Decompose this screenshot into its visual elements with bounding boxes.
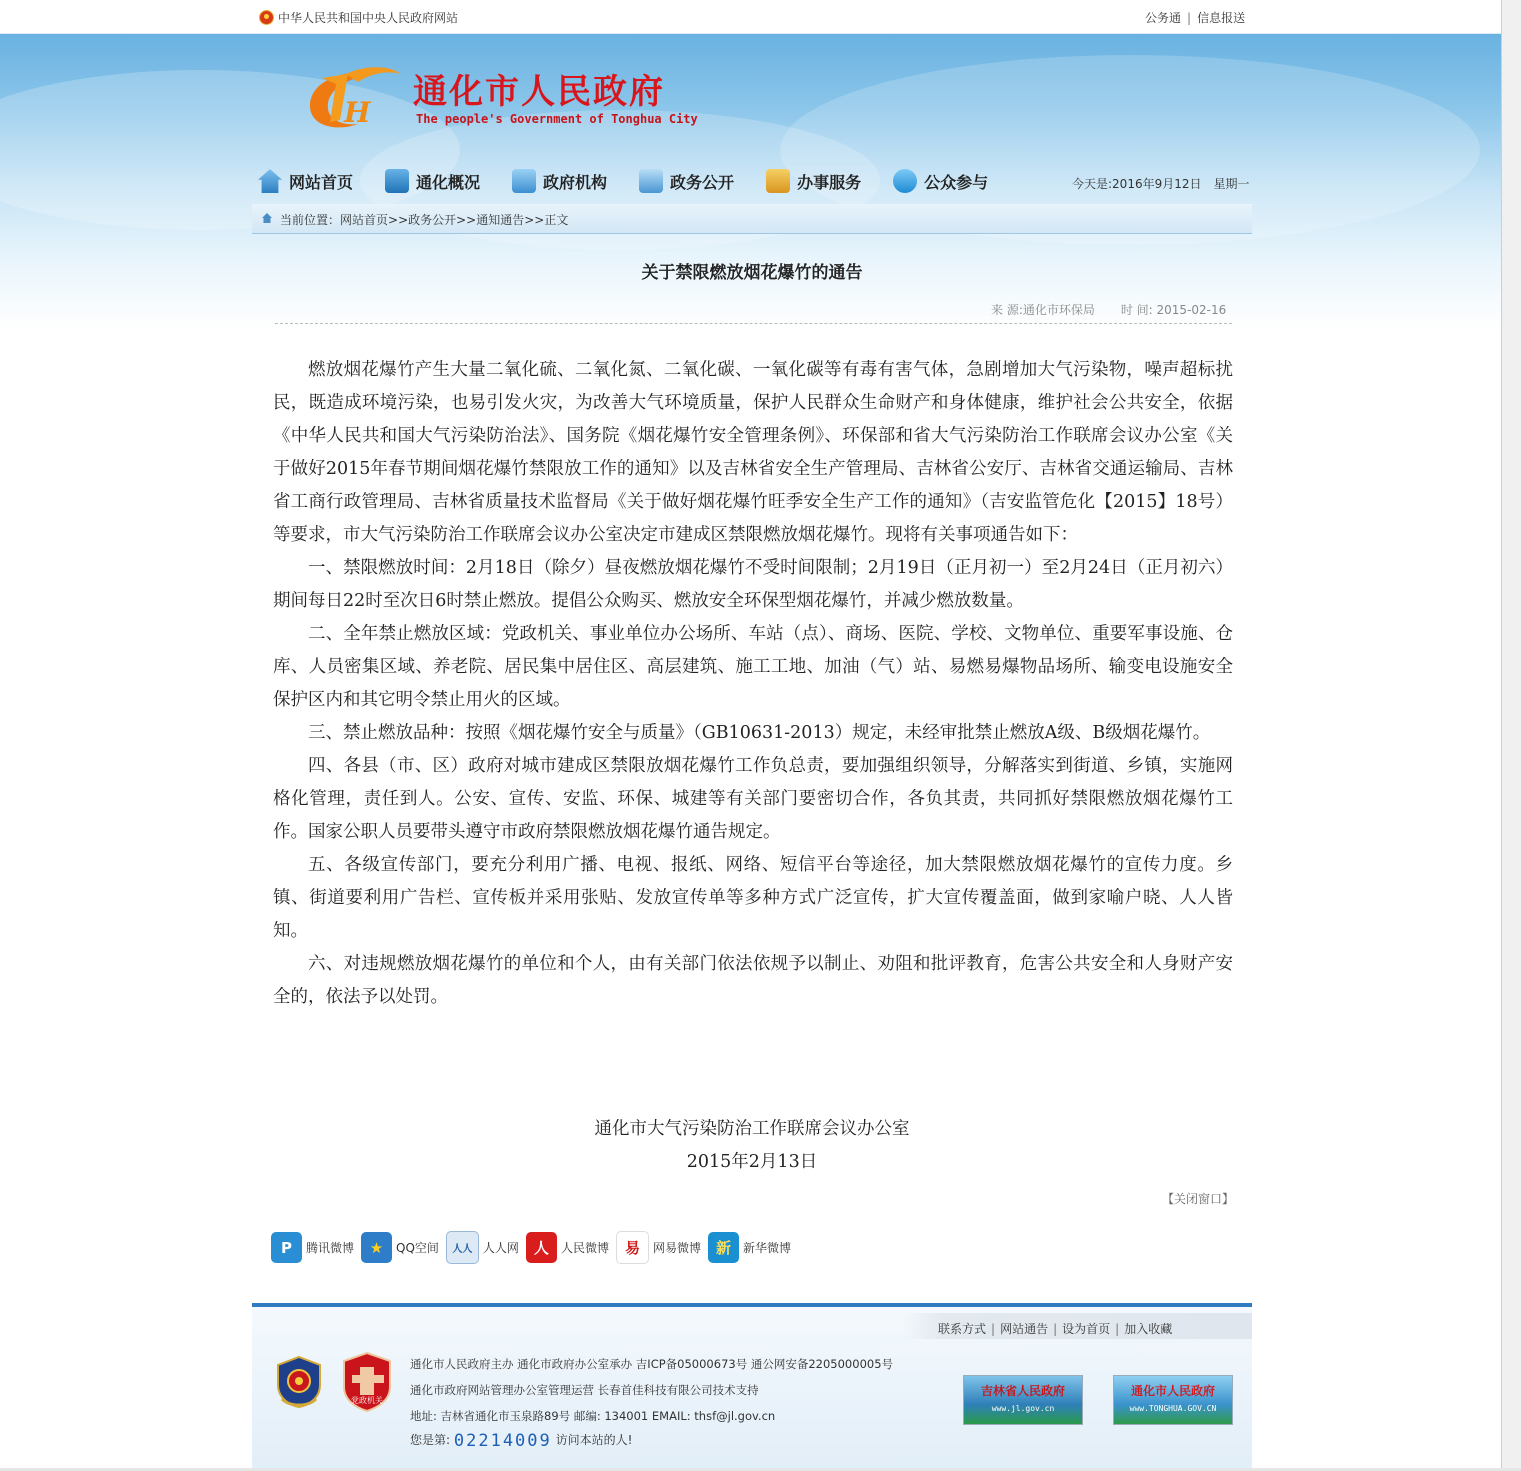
close-window-link[interactable]: 【关闭窗口】 [1162,1192,1235,1206]
nav-label: 通化概况 [416,172,481,192]
renren-icon: 人人 [446,1231,479,1264]
share-label: 网易微博 [652,1241,701,1255]
share-label: 人民微博 [560,1241,609,1255]
site-title: 通化市人民政府 [413,72,665,112]
share-renren[interactable] [446,1231,519,1264]
qzone-icon: ★ [361,1232,392,1263]
article-paragraph: 燃放烟花爆竹产生大量二氧化硫、二氧化氮、二氧化碳、一氧化碳等有毒有害气体，急剧增加大气污染物，噪声超标扰民，既造成环境污染，也易引发火灾，为改善大气环境质量，保护人民群众生命财产和身体健康，维护社会公共安全，依据《中华人民共和国大气污染防治法》、国务院《烟花爆竹安全管理条例》、环保部和省大气污染防治工作联席会议办公室《关于做好2015年春节期间烟花爆竹禁限放工作的通知》以及吉林省安全生产管理局、吉林省公安厅、吉林省交通运输局、吉林省工商行政管理局、吉林省质量技术监督局《关于做好烟花爆竹旺季安全生产工作的通知》（吉安监管危化【2015】18号）等要求，市大气污染防治工作联席会议办公室决定市建成区禁限燃放烟花爆竹。现将有关事项通告如下： [273,360,1233,545]
footer [252,1303,1252,1469]
service-icon [766,169,790,193]
nav-label: 公众参与 [924,172,989,192]
breadcrumb-path[interactable]: 网站首页>>政务公开>>通知通告>>正文 [340,213,569,227]
nav-item-gov-affairs[interactable] [639,165,734,197]
article-paragraph: 五、各级宣传部门，要充分利用广播、电视、报纸、网络、短信平台等途径，加大禁限燃放烟花爆竹的宣传力度。乡镇、街道要利用广告栏、宣传板并采用张贴、发放宣传单等多种方式广泛宣传，扩大宣传覆盖面，做到家喻户晓、人人皆知。 [273,855,1233,941]
article-body [273,354,1233,1014]
article-time: 时 间: 2015-02-16 [1120,303,1227,317]
nav-label: 政府机构 [543,172,608,192]
nav-item-participation[interactable] [893,165,988,197]
top-bar [0,0,1502,34]
footer-link-notice[interactable]: 网站通告 [1000,1322,1049,1336]
people-weibo-icon: 人 [526,1232,557,1263]
nav-item-home[interactable] [258,165,353,197]
share-bar [271,1231,798,1264]
counter-suffix: 访问本站的人! [555,1433,633,1447]
tonghua-logo-icon [300,60,410,140]
nav-item-organizations[interactable] [512,165,607,197]
nav-item-overview[interactable] [385,165,480,197]
article-signature: 通化市大气污染防治工作联席会议办公室 [594,1119,910,1139]
jilin-gov-banner[interactable] [963,1375,1083,1425]
divider [275,323,1232,324]
main-nav [258,165,1020,197]
central-gov-link[interactable] [259,9,458,26]
site-logo[interactable] [300,60,720,140]
footer-link-set-homepage[interactable]: 设为首页 [1062,1322,1111,1336]
share-label: 人人网 [482,1241,519,1255]
article-title: 关于禁限燃放烟花爆竹的通告 [641,263,863,283]
share-label: QQ空间 [396,1241,439,1255]
nav-label: 网站首页 [289,172,354,192]
national-emblem-icon [259,10,274,25]
share-people-weibo[interactable] [526,1231,609,1264]
article-paragraph: 六、对违规燃放烟花爆竹的单位和个人，由有关部门依法依规予以制止、劝阻和批评教育，危害公共安全和人身财产安全的，依法予以处罚。 [273,954,1233,1007]
share-qzone[interactable] [361,1231,439,1264]
svg-text:H: H [344,96,371,129]
share-label: 腾讯微博 [306,1241,355,1255]
share-netease-weibo[interactable] [616,1231,701,1264]
xinhua-weibo-icon: 新 [708,1232,739,1263]
article-paragraph: 四、各县（市、区）政府对城市建成区禁限放烟花爆竹工作负总责，要加强组织领导，分解落实到街道、乡镇，实施网格化管理，责任到人。公安、宣传、安监、环保、城建等有关部门要密切合作，各负其责，共同抓好禁限燃放烟花爆竹工作。国家公职人员要带头遵守市政府禁限燃放烟花爆竹通告规定。 [273,756,1233,842]
org-icon [512,169,536,193]
banner-title: 通化市人民政府 [1130,1384,1215,1398]
counter-prefix: 您是第: [410,1433,451,1447]
nav-label: 政务公开 [670,172,735,192]
window-scrollbar[interactable] [1501,0,1521,1471]
article-source: 来 源:通化市环保局 [991,303,1095,317]
footer-info-line: 通化市人民政府主办 通化市政府办公室承办 吉ICP备05000673号 通公网安备2205000005号 [410,1357,894,1371]
home-icon [258,169,282,193]
footer-links: 联系方式 | 网站通告 | 设为首页 | 加入收藏 [902,1313,1252,1339]
breadcrumb-prefix: 当前位置： [280,213,341,227]
article-paragraph: 三、禁止燃放品种：按照《烟花爆竹安全与质量》（GB10631-2013）规定，未经审批禁止燃放A级、B级烟花爆竹。 [308,723,1211,743]
breadcrumb [252,204,1252,234]
party-agency-badge[interactable] [340,1351,394,1413]
footer-link-contact[interactable]: 联系方式 [938,1322,987,1336]
article-sign-date: 2015年2月13日 [686,1152,818,1172]
netease-weibo-icon: 易 [616,1231,649,1264]
police-badge-icon[interactable] [274,1355,324,1409]
article-paragraph: 一、禁限燃放时间：2月18日（除夕）昼夜燃放烟花爆竹不受时间限制；2月19日（正月初一）至2月24日（正月初六）期间每日22时至次日6时禁止燃放。提倡公众购买、燃放安全环保型烟花爆竹，并减少燃放数量。 [273,558,1233,611]
footer-link-bookmark[interactable]: 加入收藏 [1124,1322,1173,1336]
top-link-info-report[interactable]: 信息报送 [1197,11,1246,25]
article-signature-block [252,1113,1252,1179]
nav-item-services[interactable] [766,165,861,197]
overview-icon [385,169,409,193]
site-subtitle-en: The people's Government of Tonghua City [416,112,698,126]
visitor-counter [410,1431,632,1451]
footer-info-line: 通化市政府网站管理办公室管理运营 长春首佳科技有限公司技术支持 [410,1383,759,1397]
banner-url: www.TONGHUA.GOV.CN [1129,1404,1217,1413]
top-link-gongwutong[interactable]: 公务通 [1145,11,1182,25]
tonghua-gov-banner[interactable] [1113,1375,1233,1425]
share-tencent-weibo[interactable] [271,1231,354,1264]
chat-bubble-icon [893,169,917,193]
banner-title: 吉林省人民政府 [980,1384,1065,1398]
article-paragraph: 二、全年禁止燃放区域：党政机关、事业单位办公场所、车站（点）、商场、医院、学校、文物单位、重要军事设施、仓库、人员密集区域、养老院、居民集中居住区、高层建筑、施工工地、加油（气）站、易燃易爆物品场所、输变电设施安全保护区内和其它明令禁止用火的区域。 [273,624,1233,710]
banner-url: www.jl.gov.cn [991,1404,1055,1413]
article-meta [991,301,1226,318]
nav-label: 办事服务 [797,172,862,192]
central-gov-label: 中华人民共和国中央人民政府网站 [278,11,459,25]
footer-info [410,1351,893,1429]
share-xinhua-weibo[interactable] [708,1231,791,1264]
party-agency-label: 党政机关 [351,1396,383,1405]
share-label: 新华微博 [742,1241,791,1255]
current-date: 今天是:2016年9月12日 星期一 [1072,177,1250,191]
home-icon [262,213,272,223]
document-icon [639,169,663,193]
footer-info-line: 地址: 吉林省通化市玉泉路89号 邮编: 134001 EMAIL: thsf@jl.gov.cn [410,1409,776,1423]
top-links: 公务通 | 信息报送 [1145,11,1246,25]
counter-value: 02214009 [453,1431,552,1451]
tencent-weibo-icon: P [271,1232,302,1263]
